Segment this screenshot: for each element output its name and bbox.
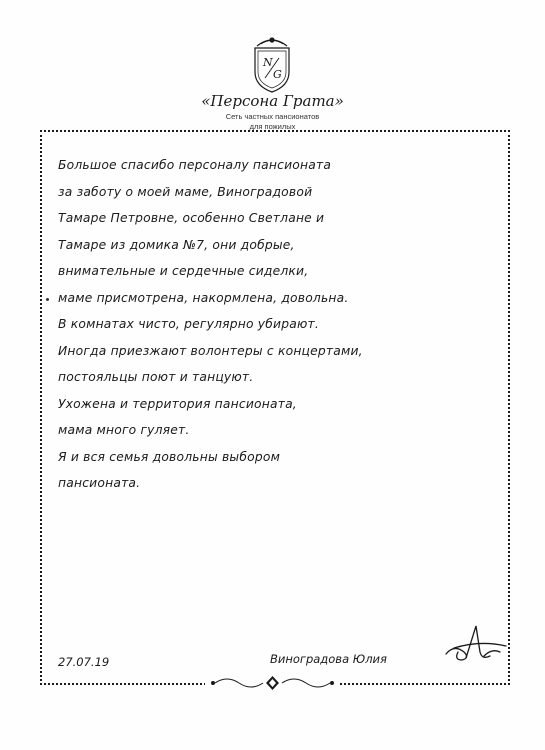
- letter-line: за заботу о моей маме, Виноградовой: [58, 184, 313, 199]
- letter-line: Большое спасибо персоналу пансионата: [58, 158, 332, 172]
- ornament-icon: [205, 673, 340, 693]
- ink-dot: [46, 298, 49, 301]
- letter-line: Я и вся семья довольны выбором: [58, 449, 281, 464]
- letter-line: мама много гуляет.: [58, 423, 190, 437]
- letter-line: Ухожена и территория пансионата,: [58, 396, 297, 411]
- svg-text:G: G: [273, 68, 282, 81]
- letter-line: В комнатах чисто, регулярно убирают.: [58, 317, 320, 331]
- brand-tagline-line2: для пожилых: [249, 122, 296, 131]
- signature-icon: [440, 618, 510, 668]
- letter-date: 27.07.19: [58, 655, 110, 669]
- letter-line: пансионата.: [58, 476, 141, 490]
- letter-line: Тамаре из домика №7, они добрые,: [58, 237, 295, 252]
- crest-logo-icon: [243, 32, 301, 96]
- brand-tagline-line1: Сеть частных пансионатов: [225, 112, 320, 121]
- letter-line: внимательные и сердечные сиделки,: [58, 264, 309, 278]
- signer-name: Виноградова Юлия: [270, 652, 387, 666]
- letter-line: маме присмотрена, накормлена, довольна.: [58, 290, 349, 305]
- letter-body: [58, 152, 503, 497]
- letter-line: постояльцы поют и танцуют.: [58, 370, 254, 384]
- letter-line: Тамаре Петровне, особенно Светлане и: [58, 211, 325, 225]
- svg-text:N: N: [263, 56, 273, 69]
- brand-name: «Персона Грата»: [201, 92, 344, 110]
- letter-line: Иногда приезжают волонтеры с концертами,: [58, 343, 363, 358]
